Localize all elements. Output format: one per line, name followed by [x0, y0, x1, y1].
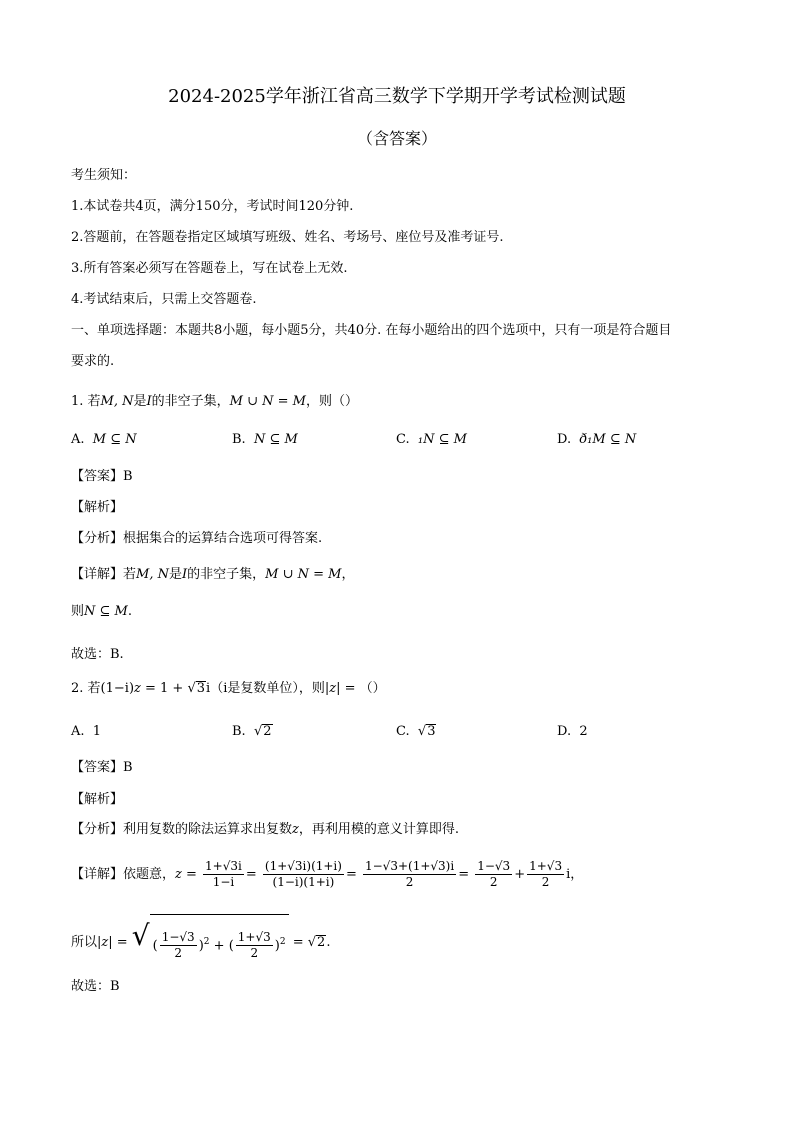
notice-3: 3.所有答案必须写在答题卷上，写在试卷上无效.	[71, 261, 348, 276]
q2-stem-part: （i是复数单位），则	[210, 681, 325, 696]
fraction	[203, 859, 244, 890]
q2-answer: 【答案】B	[71, 760, 133, 775]
q2-choose: 故选：B	[71, 979, 120, 994]
option-sqrt: 3	[427, 724, 436, 739]
option-label: C.	[396, 724, 410, 739]
fraction-denominator: 2	[489, 875, 498, 889]
q2-modulus-line: 所以|z| = √ ( $\frac{1-√3}{2}$ )$^2$ + ( $\frac{1+√3}{2}$ )$^2$ = √2.	[71, 914, 330, 971]
notice-1: 1.本试卷共4页，满分150分，考试时间120分钟.	[71, 199, 354, 214]
fraction-denominator: 2	[405, 875, 414, 889]
q1-option-b[interactable]	[232, 430, 298, 450]
option-label: A.	[71, 432, 85, 447]
q2-analysis-part: 【分析】利用复数的除法运算求出复数	[71, 822, 293, 837]
fraction-denominator: 2	[250, 946, 259, 961]
q2-analysis-math: z	[292, 822, 299, 837]
option-label: B.	[232, 724, 246, 739]
q1-detail-math: I	[181, 567, 188, 582]
fraction	[160, 930, 197, 961]
q2-option-b[interactable]: B. √2	[232, 724, 272, 739]
notice-2: 2.答题前，在答题卷指定区域填写班级、姓名、考场号、座位号及准考证号.	[71, 230, 504, 245]
option-label: D.	[557, 432, 572, 447]
q1-choose: 故选：B.	[71, 647, 124, 662]
option-label: A.	[71, 724, 85, 739]
q2-analysis	[71, 820, 459, 840]
fraction	[475, 859, 512, 890]
imaginary-unit: i	[566, 867, 571, 882]
fraction-numerator: 1−√3	[161, 930, 195, 945]
q1-analysis-heading: 【解析】	[71, 500, 124, 515]
q1-analysis: 【分析】根据集合的运算结合选项可得答案.	[71, 531, 323, 546]
q2-stem-part: 2. 若	[71, 681, 101, 696]
fraction-numerator: 1−√3	[477, 859, 511, 873]
q1-detail-part: 【详解】若	[71, 567, 137, 582]
q2-so-text: 所以	[71, 935, 98, 951]
q1-math-mn: M, N	[100, 394, 134, 409]
q1-answer: 【答案】B	[71, 469, 133, 484]
q1-math-i: I	[146, 394, 152, 409]
q2-option-a[interactable]	[71, 722, 101, 742]
q1-detail-part: ，	[341, 567, 355, 582]
fraction-denominator: (1−i)(1+i)	[272, 875, 335, 889]
punctuation: ，	[570, 867, 584, 882]
plus-sign: +	[514, 867, 526, 882]
q1-stem	[71, 392, 358, 412]
doc-subtitle: （含答案）	[356, 129, 437, 148]
section-heading-line1: 一、单项选择题：本题共8小题，每小题5分，共40分. 在每小题给出的四个选项中，只有一项是符合题目	[71, 323, 672, 338]
q2-equals: =	[288, 935, 308, 951]
q2-analysis-part: ，再利用模的意义计算即得.	[298, 822, 460, 837]
q1-then-math: N ⊆ M	[84, 604, 128, 619]
option-sqrt: 2	[263, 724, 272, 739]
option-expr: ₁N ⊆ M	[417, 432, 467, 447]
q2-math: z	[134, 681, 141, 696]
q2-math: (1−i)	[100, 681, 135, 696]
q2-math: i	[206, 681, 211, 696]
q1-stem-part: 是	[133, 394, 147, 409]
q1-detail-math: M ∪ N = M	[265, 567, 342, 582]
doc-title: 2024-2025学年浙江省高三数学下学期开学考试检测试题	[168, 86, 626, 107]
fraction-denominator: 2	[541, 875, 550, 889]
q2-math: = 1 +	[140, 681, 188, 696]
fraction	[236, 930, 273, 961]
q1-stem-part: 1. 若	[71, 394, 101, 409]
q1-stem-part: ，则（）	[305, 394, 358, 409]
q1-stem-part: 的非空子集，	[151, 394, 230, 409]
notice-4: 4.考试结束后，只需上交答题卷.	[71, 292, 257, 307]
q2-equals: =	[112, 935, 132, 951]
fraction-numerator: 1+√3	[529, 859, 563, 873]
fraction	[527, 859, 564, 890]
option-expr: M ⊆ N	[92, 432, 137, 447]
q2-detail-head: 【详解】依题意，	[71, 867, 176, 882]
q1-option-d[interactable]	[557, 430, 636, 450]
big-radical	[132, 914, 289, 971]
q2-analysis-heading: 【解析】	[71, 792, 124, 807]
fraction-numerator: (1+√3i)(1+i)	[264, 859, 342, 873]
option-label: B.	[232, 432, 246, 447]
section-heading-line2: 要求的.	[71, 354, 115, 369]
fraction	[263, 859, 344, 890]
option-expr: 1	[92, 724, 102, 739]
q2-math: |z|	[324, 681, 341, 696]
radicand: ( $\frac{1-√3}{2}$ )$^2$ + ( $\frac{1+√3}{2}$ )$^2$	[150, 914, 289, 971]
q2-modulus: |z|	[97, 935, 113, 951]
q1-detail-math: M, N	[136, 567, 169, 582]
q1-then-part: .	[127, 604, 132, 619]
q1-option-a[interactable]	[71, 430, 137, 450]
result-sqrt: 2	[317, 935, 326, 951]
q2-detail-var: z	[175, 867, 182, 882]
q1-then-part: 则	[71, 604, 85, 619]
fraction-denominator: 2	[174, 946, 183, 961]
exponent: 2	[203, 937, 210, 947]
exponent: 2	[279, 937, 286, 947]
q2-detail-equation: 【详解】依题意，z = $\frac{1+√3i}{1-i}$ = $\frac{(1+√3i)(1+i)}{(1-i)(1+i)}$ = $\frac{1-√3+(1+√3)i}{2}$ = $\frac{1-√3}{2}$ + $\frac{1+√3}{2}$ i，	[71, 859, 584, 889]
option-label: C.	[396, 432, 410, 447]
option-expr: N ⊆ M	[253, 432, 298, 447]
option-expr: ð₁M ⊆ N	[579, 432, 637, 447]
q1-detail-part: 的非空子集，	[187, 567, 266, 582]
fraction-numerator: 1−√3+(1+√3)i	[364, 859, 455, 873]
q2-stem-part: = （）	[340, 681, 386, 696]
option-label: D.	[557, 724, 572, 739]
option-expr: 2	[579, 724, 588, 739]
notice-heading: 考生须知：	[71, 168, 137, 183]
fraction-denominator: 1−i	[212, 875, 235, 889]
q1-option-c[interactable]	[396, 430, 467, 450]
q2-sqrt: 3	[196, 681, 206, 696]
fraction	[363, 859, 456, 890]
radical-sign: √	[131, 919, 150, 952]
q1-detail-part: 是	[168, 567, 182, 582]
fraction-numerator: 1+√3i	[205, 859, 242, 873]
q1-detail	[71, 565, 354, 585]
q2-option-c[interactable]: C. √3	[396, 724, 436, 739]
q1-math-union: M ∪ N = M	[229, 394, 306, 409]
q2-equals: =	[181, 867, 202, 882]
q2-option-d[interactable]	[557, 722, 588, 742]
q1-then	[71, 602, 132, 622]
punctuation: .	[326, 935, 331, 951]
q2-stem: 2. 若(1−i)z = 1 + √3i（i是复数单位），则|z| = （）	[71, 681, 386, 696]
fraction-numerator: 1+√3	[237, 930, 271, 945]
plus-sign: +	[209, 938, 229, 954]
